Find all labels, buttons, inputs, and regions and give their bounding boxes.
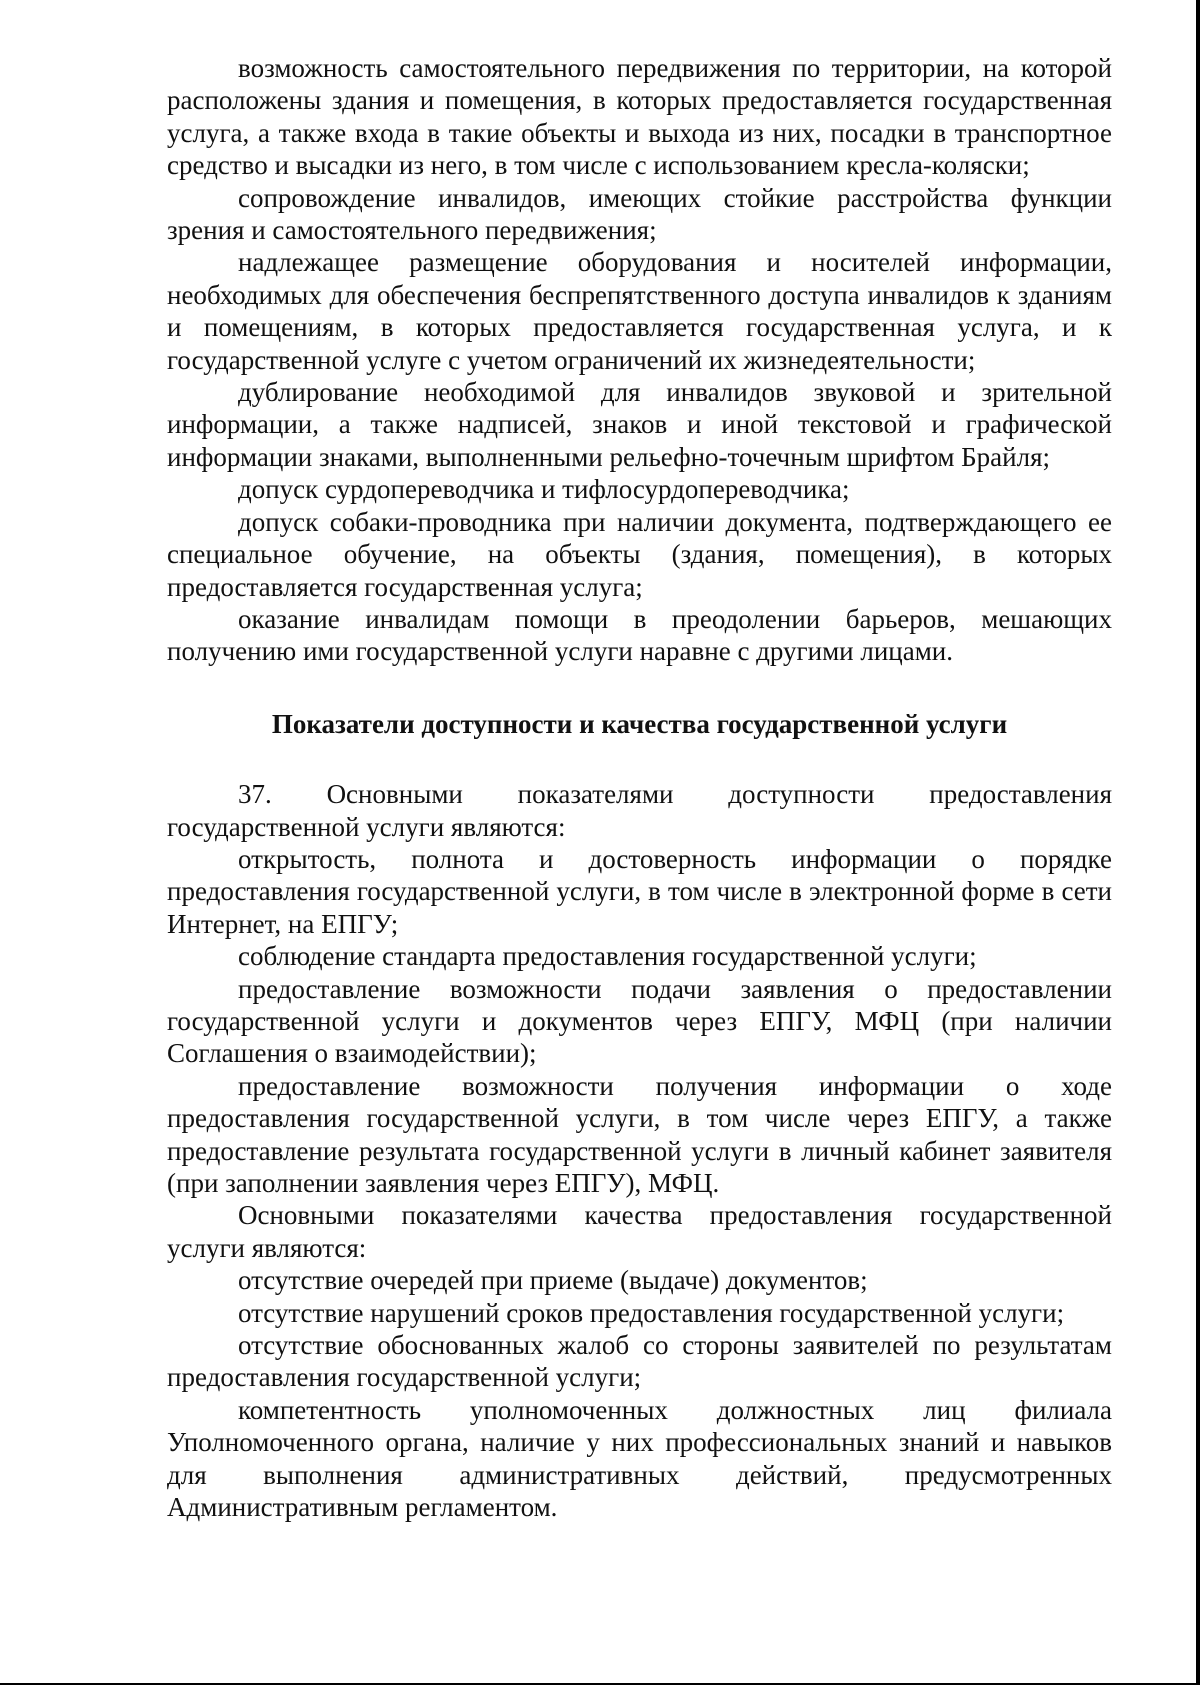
paragraph: оказание инвалидам помощи в преодолении барьеров, мешающих получению ими государственной услуги наравне с другими лицами. <box>167 603 1112 667</box>
paragraph: надлежащее размещение оборудования и носителей информации, необходимых для обеспечения беспрепятственного доступа инвалидов к зданиям и помещениям, в которых предоставляется государственная услуга, и к государственной услуге с учетом ограничений их жизнедеятельности; <box>167 247 1112 375</box>
document-body <box>167 52 1112 1523</box>
paragraph: Основными показателями качества предоставления государственной услуги являются: <box>167 1200 1112 1263</box>
scan-bottom-margin <box>0 1685 1200 1697</box>
paragraph: предоставление возможности получения информации о ходе предоставления государственной услуги, в том числе через ЕПГУ, а также предоставление результата государственной услуги в личный кабинет заявителя (при заполнении заявления через ЕПГУ), МФЦ. <box>167 1070 1112 1198</box>
paragraph: отсутствие очередей при приеме (выдаче) документов; <box>238 1265 868 1296</box>
paragraph: отсутствие нарушений сроков предоставления государственной услуги; <box>238 1297 1065 1328</box>
paragraph: предоставление возможности подачи заявления о предоставлении государственной услуги и документов через ЕПГУ, МФЦ (при наличии Соглашения о взаимодействии); <box>167 973 1112 1069</box>
paragraph: допуск собаки-проводника при наличии документа, подтверждающего ее специальное обучение, на объекты (здания, помещения), в которых предоставляется государственная услуга; <box>167 506 1112 602</box>
paragraph: 37. Основными показателями доступности предоставления государственной услуги являются: <box>167 779 1112 842</box>
paragraph: допуск сурдопереводчика и тифлосурдопереводчика; <box>238 474 850 505</box>
paragraph: отсутствие обоснованных жалоб со стороны заявителей по результатам предоставления государственной услуги; <box>167 1330 1112 1393</box>
paragraph: возможность самостоятельного передвижения по территории, на которой расположены здания и помещения, в которых предоставляется государственная услуга, а также входа в такие объекты и выхода из них, посадки в транспортное средство и высадки из него, в том числе с использованием кресла-коляски; <box>167 53 1112 181</box>
paragraph: сопровождение инвалидов, имеющих стойкие расстройства функции зрения и самостоятельного передвижения; <box>167 182 1112 246</box>
paragraph: компетентность уполномоченных должностных лиц филиала Уполномоченного органа, наличие у них профессиональных знаний и навыков для выполнения административных действий, предусмотренных Административным регламентом. <box>167 1394 1112 1523</box>
paragraph: открытость, полнота и достоверность информации о порядке предоставления государственной услуги, в том числе в электронной форме в сети Интернет, на ЕПГУ; <box>167 843 1112 939</box>
paragraph: соблюдение стандарта предоставления государственной услуги; <box>238 941 977 972</box>
paragraph: дублирование необходимой для инвалидов звуковой и зрительной информации, а также надписей, знаков и иной текстовой и графической информации знаками, выполненными рельефно-точечным шрифтом Брайля; <box>167 377 1112 472</box>
section-heading: Показатели доступности и качества государственной услуги <box>271 708 1008 739</box>
scan-right-border <box>1196 0 1200 1697</box>
